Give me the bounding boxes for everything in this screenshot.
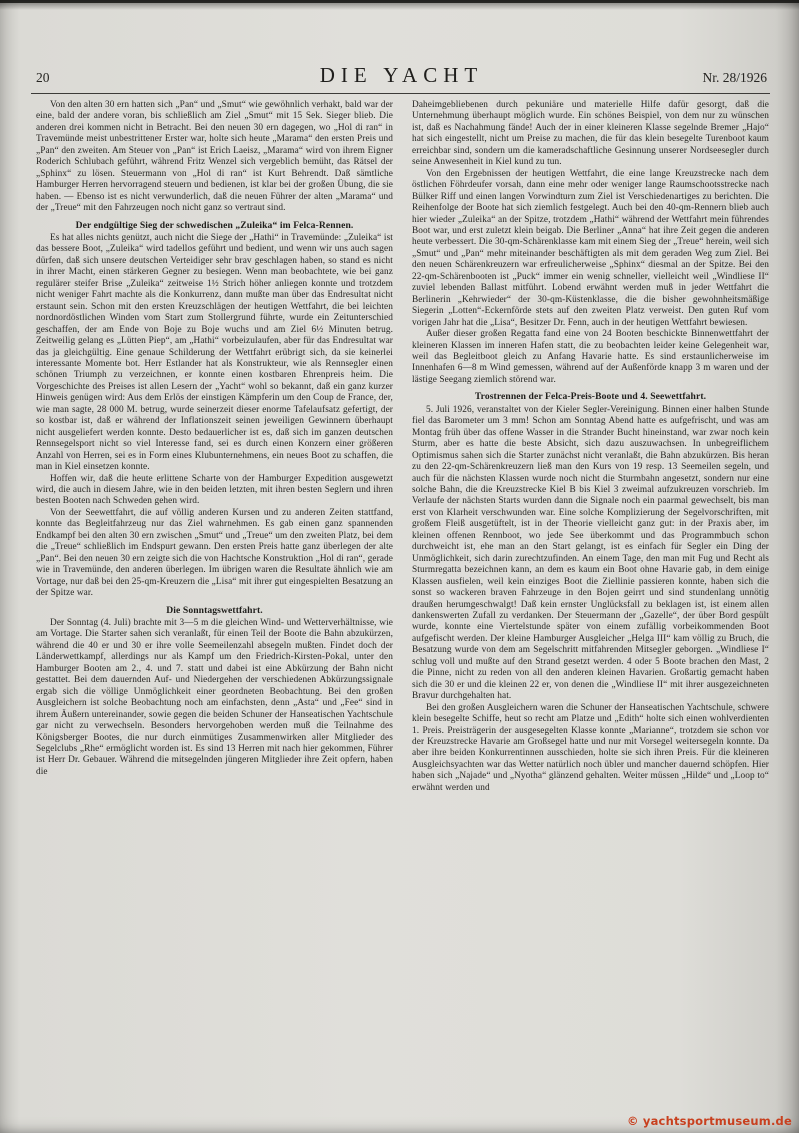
- magazine-title: DIE YACHT: [319, 63, 484, 87]
- article-paragraph: 5. Juli 1926, veranstaltet von der Kieler Segler-Vereinigung. Binnen einer halben Stunde fiel das Barometer um 3 mm! Schon am Sonntag Abend hatte es aufgefrischt, und was am Montag früh über das offene Wasser in die Strander Bucht hineinstand, war zwar noch kein Sturm, aber es hatte die beste Absicht, sich dazu auszuwachsen. In unbegreiflichem Optimismus sahen sich die Starter zunächst nicht veranlaßt, die Bahn abzukürzen. Bis heran zu den 22-qm-Schärenkreuzern ließ man den Kurs von 19 resp. 13 Seemeilen segeln, und auch für die nächsten Klassen wurde noch nicht die Sturmbahn angesetzt, sondern nur eine solche Bahn, die die Kreuzstrecke Kiel B bis Kiel 3 zweimal aufzukreuzen vorschrieb. Im Verlaufe der nächsten Starts wurden dann die Signale noch ein paarmal gewechselt, bis man erst von Klarheit verschwunden war. Eine solche Komplizierung der Segelvorschriften, mit großem Fleiß ausgetüftelt, ist in der Theorie vielleicht ganz gut: in der Praxis aber, im kleinen offenen Rennboot, wo jede See überkommt und das Programmbuch schon durchweicht ist, ehe man an den Start gelangt, ist es einfach für Segler ein Ding der Unmöglichkeit, sich darin zurechtzufinden. An einem Tage, den man mit Fug und Recht als Sturmregatta bezeichnen kann, an dem es kaum ein Boot ohne Havarie gab, in dem einige Klassen ausfielen, weil kein einziges Boot die Ziellinie passieren konnte, haben sich die sonst so wackeren braven Fahrzeuge in den Bojen geirrt und sind stundenlang unnötig draußen herumgeschwalgt! Daß kein ernster Unglücksfall zu beklagen ist, ist einem allen dankenswerten Zufall zu verdanken. Der Steuermann der „Gazelle“, der über Bord gespült wurde, konnte eine Viertelstunde später von einem zufällig vorbeikommenden Boot aufgefischt werden. Der kleine Hamburger Ausgleicher „Helga III“ kam völlig zu Bruch, die Besatzung wurde von dem am Segelschritt mitfahrenden Mitsegler geborgen. „Windliese I“ schlug voll und mußte auf den Strand gesetzt werden. 4 oder 5 Boote brachen den Mast, 2 die Pinne, nicht zu reden von all den anderen kleinen Havarien. Großartig gemacht haben sich die 30 er und die kleinen 22 er, von denen die „Windliese II“ mit ihrer ausgezeichneten Bravur durchgehalten hat.: [412, 404, 769, 702]
- article-paragraph: Außer dieser großen Regatta fand eine von 24 Booten beschickte Binnenwettfahrt der kleineren Klassen im inneren Hafen statt, die zu beobachten leider keine Gelegenheit war, weil das Begleitboot gleich zu Anfang Havarie hatte. Es sind erstaunlicherweise im Innenhafen 6—8 m Wind gemessen, während auf der Außenförde knapp 3 m waren und der lästige Seegang ziemlich störend war.: [412, 329, 769, 385]
- issue-number: Nr. 28/1926: [702, 70, 767, 85]
- page-number: 20: [36, 70, 50, 85]
- article-paragraph: Von der Seewettfahrt, die auf völlig anderen Kursen und zu anderen Zeiten stattfand, konnte das Begleitfahrzeug nur das Ziel wahrnehmen. Es gab einen ganz spannenden Endkampf bei den alten 30 ern zwischen „Smut“ und „Treue“ um den zweiten Platz, bei dem die „Treue“ schließlich im Endspurt gewann. Den ersten Preis hatte ganz überlegen der alte „Pan“. Bei den neuen 30 ern zeigte sich die von Hachtsche Konstruktion „Hol di ran“, gerade wie in Travemünde, den anderen überlegen. Im übrigen waren die Resultate ähnlich wie am Vortage, nur daß bei den 25-qm-Kreuzern die „Lisa“ mit ihrer gut eingespielten Besatzung an der Spitze war.: [36, 507, 393, 599]
- section-heading: Die Sonntagswettfahrt.: [166, 604, 263, 616]
- scan-top-edge: [0, 0, 799, 3]
- page-header: [36, 62, 767, 88]
- right-column: [412, 100, 769, 1129]
- article-paragraph: Hoffen wir, daß die heute erlittene Scharte von der Hamburger Expedition ausgewetzt wird, die auch in diesem Jahre, wie in den beiden letzten, mit ihren besten Seglern und ihren besten Booten nach Schweden gehen wird.: [36, 473, 393, 507]
- article-paragraph: Von den alten 30 ern hatten sich „Pan“ und „Smut“ wie gewöhnlich verhakt, bald war der eine, bald der andere voran, bis schließlich am Ziel „Smut“ mit 15 Sek. Sieger blieb. Die anderen drei kommen nicht in Betracht. Bei den neuen 30 ern dagegen, wo „Hol di ran“ in Travemünde meist unbestrittener Erster war, holte sich heute „Marama“ den ersten Preis und „Pan“ den zweiten. Am Steuer von „Pan“ ist Erich Laeisz, „Marama“ wird von ihrem Eigner Roderich Schlubach geführt, während Fritz Wenzel sich vergeblich bemüht, das Rätsel der „Sphinx“ zu lösen. Steuermann von „Hol di ran“ ist Kurt Behrendt. Daß sämtliche Hamburger Herren hervorragend steuern und bedienen, ist klar bei der großen Übung, die sie haben. — Ebenso ist es nicht verwunderlich, daß die neuen Führer der alten „Marama“ und der „Treue“ mit den Fahrzeugen noch nicht ganz so vertraut sind.: [36, 100, 393, 214]
- watermark: © yachtsportmuseum.de: [627, 1114, 792, 1128]
- left-column: [36, 100, 393, 1129]
- article-paragraph: Von den Ergebnissen der heutigen Wettfahrt, die eine lange Kreuzstrecke nach dem östlichen Föhrdeufer vorsah, dann eine mehr oder weniger lange Raumschootsstrecke nach Bülker Riff und einen langen Vorwindturn zum Ziel ist Verschiedenartiges zu berichten. Die Reihenfolge der Boote hat sich ziemlich festgelegt. Auch bei den 40-qm-Rennern blieb auch hier wieder „Zuleika“ an der Spitze, trotzdem „Hathi“ während der Wettfahrt mein führendes Boot war, und erst zuletzt klein beigab. Die Berliner „Anna“ hat ihre Zeit gegen die anderen heute verbessert. Die 30-qm-Schärenklasse kam mit einem Sieg der „Treue“ herein, weil sich „Smut“ und „Pan“ mehr miteinander beschäftigten als mit dem geraden Weg zum Ziel. Bei den neuen Schärenkreuzern war erfreulicherweise „Sphinx“ diesmal an der Spitze. Bei den 22-qm-Schärenbooten ist „Puck“ immer ein wenig schneller, vielleicht weil „Windliese II“ zuviel lebenden Ballast mitführt. Lobend erwähnt werden muß in jeder Wettfahrt die Berlinerin „Kehrwieder“ der 30-qm-Küstenklasse, die die bisher gewohnheitsmäßige Siegerin „Lotten“-Eckernförde stets auf den zweiten Platz verweist. Den guten Ruf vom vorigen Jahr hat die „Lisa“, Besitzer Dr. Fenn, auch in der heutigen Wettfahrt bewiesen.: [412, 168, 769, 328]
- article-paragraph: Der Sonntag (4. Juli) brachte mit 3—5 m die gleichen Wind- und Wetterverhältnisse, wie am Vortage. Die Starter sahen sich veranlaßt, für einen Teil der Boote die Bahn abzukürzen, während die 40 er und 30 er ihre volle Seemeilenzahl absegeln mußten. Findet doch der Länderwettkampf, allerdings nur als Kampf um den Friedrich-Kirsten-Pokal, unter den Hamburger Booten am 2., 4. und 7. statt und dabei ist eine Abkürzung der Bahn nicht gestattet. Bei dem dauernden Auf- und Niedergehen der verschiedenen Abkürzungssignale ergab sich die völlige Unmöglichkeit einer geordneten Beobachtung. Bei den großen Ausgleichern ist solche Beobachtung noch am einfachsten, denn „Asta“ und „Fee“ sind in ihrem Äußern untereinander, sowie gegen die beiden Schuner der Hanseatischen Yachtschule gar nicht zu verwechseln. Besonders hervorgehoben werden muß die Teilnahme des Königsberger Bootes, die nur durch einmütiges Zusammenwirken aller Mitglieder des Segelclubs „Rhe“ ermöglicht worden ist. Es sind 13 Herren mit nach hier gekommen, Führer ist Herr Dr. Gebauer. Während die mitsegelnden jüngeren Mitglieder ihre Zeit opfern, haben die: [36, 618, 393, 777]
- section-heading: Trostrennen der Felca-Preis-Boote und 4. Seewettfahrt.: [474, 391, 707, 403]
- article-paragraph: Es hat alles nichts genützt, auch nicht die Siege der „Hathi“ in Travemünde: „Zuleika“ ist das bessere Boot, „Zuleika“ wird tadellos geführt und bedient, und wenn wir uns auch sagen dürfen, daß sich unsere deutschen Verteidiger sehr brav geschlagen haben, so stand es nicht in ihrer Macht, einen stärkeren Gegner zu besiegen. Wenn man beobachtete, wie bei ganz regulärer steifer Brise „Zuleika“ zeitweise 1½ Strich höher anliegen konnte und trotzdem nicht weniger Fahrt machte als die Konkurrenz, dann mußte man über das Endresultat nicht erstaunt sein. Schon mit den ersten Kreuzschlägen der heutigen Wettfahrt, die bei leichten nordnordöstlichen Winden vom Start zum Stollergrund führte, wurde ein Zeitunterschied geschaffen, der am Ende von Boje zu Boje wuchs und am Ziel 6½ Minuten betrug. Zeitweilig gelang es „Lütten Piep“, am „Hathi“ vorbeizulaufen, aber für das Endresultat war das ja gleichgültig. Eine genaue Schilderung der Wettfahrt erübrigt sich, da sie keinerlei interessante Momente bot. Herr Estlander hat als Konstrukteur, wie als Rennsegler einen schönen Triumph zu verzeichnen, er konnte einen kostbaren Ehrenpreis heim. Die Vorgeschichte des Preises ist allen Lesern der „Yacht“ wohl so bekannt, daß ein ganz kurzer Hinweis genügen wird: Aus dem Erlös der einstigen Kämpferin um den Coup de France, der, wie man sagte, 28 000 M. betrug, wurde seinerzeit dieser enorme Tafelaufsatz gefertigt, der so kostbar ist, daß er während der Inflationszeit seinen jeweiligen Gewinnern überhaupt nicht ausgeliefert werden konnte. Desto bedauerlicher ist es, daß sich im ganzen deutschen Rennsegelsport nicht so viel Interesse fand, sei es durch einen Konzern einer größeren Anzahl von Herren, sei es in Form eines Klubunternehmens, ein neues Boot zu schaffen, die man in Kiel einsetzen konnte.: [36, 233, 393, 473]
- header-divider-rule: [31, 93, 770, 94]
- article-columns: [36, 100, 769, 1129]
- section-heading: Der endgültige Sieg der schwedischen „Zuleika“ im Felca-Rennen.: [75, 219, 354, 231]
- article-paragraph: Daheimgebliebenen durch pekuniäre und materielle Hilfe dafür gesorgt, daß die Unternehmung überhaupt möglich wurde. Ein schönes Beispiel, von dem nur zu wünschen ist, daß es Nachahmung fände! Auch der in einer kleineren Klasse segelnde Bremer „Hajo“ hat sich eingestellt, nicht um Preise zu machen, die für das klein besegelte Turenboot kaum erreichbar sind, sondern um die kameradschaftliche Gesinnung unserer Nordseesegler durch seine Anwesenheit in Kiel kund zu tun.: [412, 100, 769, 168]
- article-paragraph: Bei den großen Ausgleichern waren die Schuner der Hanseatischen Yachtschule, schwere klein besegelte Schiffe, heut so recht am Platze und „Edith“ holte sich einen wohlverdienten 1. Preis. Preisträgerin der ausgesegelten Klasse konnte „Marianne“, trotzdem sie schon vor der Kreuzstrecke Havarie am Großsegel hatte und nur mit Vorsegel weitersegeln konnte. Da aber ihre beiden Konkurrentinnen ausschieden, holte sie sich ihren Preis. Für die kleineren Ausgleichsyachten war das Wetter natürlich noch übler und mancher dauernd schöpfen. Hier haben sich „Najade“ und „Nyotha“ glänzend gehalten. Weiter müssen „Hilde“ und „Loop to“ erwähnt werden und: [412, 702, 769, 793]
